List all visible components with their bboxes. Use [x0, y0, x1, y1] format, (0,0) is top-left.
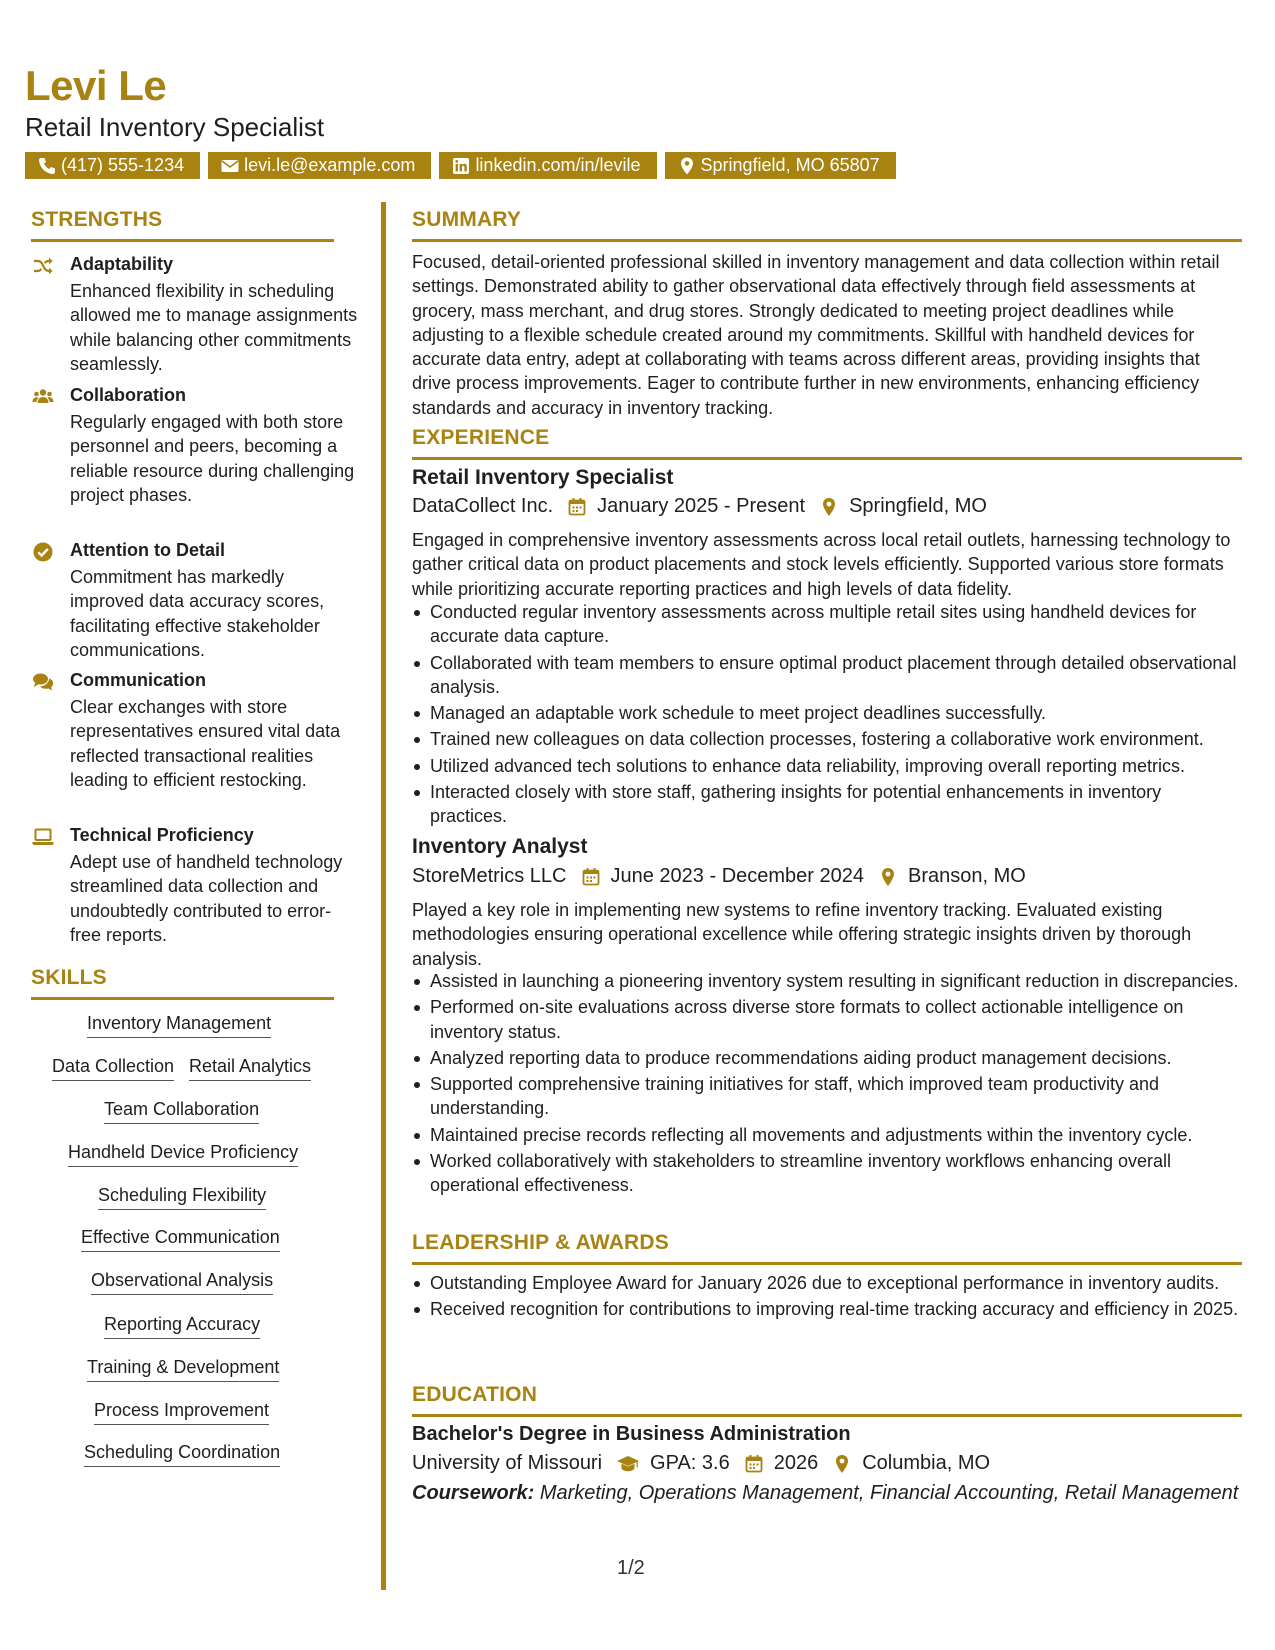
- strength-title: Adaptability: [70, 254, 174, 274]
- strength-desc: Adept use of handheld technology streamlined data collection and undoubtedly contributed to error-free reports.: [70, 852, 343, 945]
- strength-desc: Commitment has markedly improved data accuracy scores, facilitating effective stakeholder communications.: [70, 567, 325, 660]
- summary-heading: SUMMARY: [412, 208, 522, 231]
- graduation-cap-icon: [616, 1454, 640, 1474]
- strength-title: Collaboration: [70, 385, 186, 405]
- linkedin-icon: [451, 156, 471, 176]
- comments-icon: [32, 671, 54, 693]
- strength-title: Attention to Detail: [70, 540, 225, 560]
- awards-rule: [412, 1262, 1242, 1265]
- shuffle-icon: [32, 255, 54, 277]
- strength-desc: Enhanced flexibility in scheduling allowed me to manage assignments while balancing other commitments seamlessly.: [70, 281, 358, 374]
- skill-tag: Scheduling Flexibility: [98, 1185, 266, 1210]
- skill-tag: Effective Communication: [81, 1227, 280, 1252]
- bullet-item: Trained new colleagues on data collection processes, fostering a collaborative work environment.: [412, 727, 1242, 751]
- contact-bar: [25, 152, 896, 179]
- coursework-list: Marketing, Operations Management, Financial Accounting, Retail Management: [539, 1482, 1239, 1504]
- contact-phone[interactable]: [25, 152, 200, 179]
- bullet-item: Interacted closely with store staff, gathering insights for potential enhancements in inventory practices.: [412, 780, 1242, 829]
- skill-tag: Training & Development: [87, 1357, 279, 1382]
- skill-tag: Inventory Management: [87, 1013, 271, 1038]
- check-circle-icon: [32, 541, 54, 563]
- school-name: University of Missouri: [412, 1452, 603, 1474]
- job-description: Engaged in comprehensive inventory assessments across local retail outlets, harnessing technology to gather critical data on product placements and stock levels efficiently. Supported various store formats while prioritizing accurate reporting practices and high levels of data fidelity.: [412, 530, 1231, 599]
- skill-tag: Reporting Accuracy: [104, 1314, 260, 1339]
- map-pin-icon: [878, 867, 898, 887]
- job-location: Branson, MO: [908, 865, 1026, 887]
- skills-heading: SKILLS: [31, 966, 107, 989]
- job-meta: [412, 495, 987, 518]
- calendar-icon: [581, 867, 601, 887]
- coursework-label: Coursework:: [412, 1482, 535, 1504]
- strengths-rule: [31, 239, 334, 242]
- skill-tag: Handheld Device Proficiency: [68, 1142, 298, 1167]
- email-text: levi.le@example.com: [244, 155, 416, 175]
- skill-tag: Scheduling Coordination: [84, 1442, 280, 1467]
- contact-location[interactable]: [665, 152, 896, 179]
- bullet-item: Performed on-site evaluations across diverse store formats to collect actionable intelligence on inventory status.: [412, 995, 1242, 1044]
- bullet-item: Received recognition for contributions to improving real-time tracking accuracy and efficiency in 2025.: [412, 1297, 1242, 1321]
- job-dates: January 2025 - Present: [597, 495, 806, 517]
- strength-desc: Clear exchanges with store representatives ensured vital data reflected transactional realities leading to efficient restocking.: [70, 697, 341, 790]
- school-location: Columbia, MO: [862, 1452, 991, 1474]
- awards-bullets: [412, 1271, 1242, 1324]
- envelope-icon: [220, 156, 240, 176]
- bullet-item: Outstanding Employee Award for January 2026 due to exceptional performance in inventory audits.: [412, 1271, 1242, 1295]
- job-dates: June 2023 - December 2024: [610, 865, 864, 887]
- awards-heading: LEADERSHIP & AWARDS: [412, 1231, 669, 1254]
- bullet-item: Utilized advanced tech solutions to enhance data reliability, improving overall reporting metrics.: [412, 754, 1242, 778]
- summary-rule: [412, 239, 1242, 242]
- skill-tag: Team Collaboration: [104, 1099, 259, 1124]
- calendar-icon: [567, 497, 587, 517]
- bullet-item: Conducted regular inventory assessments across multiple retail sites using handheld devices for accurate data capture.: [412, 600, 1242, 649]
- graduation-year: 2026: [773, 1452, 819, 1474]
- education-heading: EDUCATION: [412, 1383, 538, 1406]
- candidate-title: Retail Inventory Specialist: [25, 112, 325, 142]
- skill-tag: Observational Analysis: [91, 1270, 273, 1295]
- bullet-item: Supported comprehensive training initiatives for staff, which improved team productivity and understanding.: [412, 1072, 1242, 1121]
- bullet-item: Managed an adaptable work schedule to meet project deadlines successfully.: [412, 701, 1242, 725]
- job-description: Played a key role in implementing new systems to refine inventory tracking. Evaluated existing methodologies ensuring operational excellence while offering strategic insights driven by thorough analysis.: [412, 900, 1192, 969]
- experience-heading: EXPERIENCE: [412, 426, 550, 449]
- job-bullets: [412, 969, 1242, 1200]
- contact-linkedin[interactable]: [439, 152, 656, 179]
- location-text: Springfield, MO 65807: [700, 155, 880, 175]
- linkedin-text: linkedin.com/in/levile: [475, 155, 641, 175]
- bullet-item: Analyzed reporting data to produce recommendations aiding product management decisions.: [412, 1046, 1242, 1070]
- candidate-name: Levi Le: [25, 62, 167, 109]
- summary-text: Focused, detail-oriented professional skilled in inventory management and data collection within retail settings. Demonstrated ability to gather observational data effectively through field assessments at grocery, mass merchant, and drug stores. Strongly dedicated to meeting project deadlines while adjusting to a flexible schedule created around my commitments. Skillful with handheld devices for accurate data entry, adept at collaborating with teams across different areas, providing insights that drive process improvements. Eager to contribute further in new environments, enhancing efficiency standards and accuracy in inventory tracking.: [412, 252, 1220, 418]
- education-meta: [412, 1452, 990, 1475]
- contact-email[interactable]: [208, 152, 431, 179]
- degree-title: Bachelor's Degree in Business Administration: [412, 1423, 851, 1445]
- map-pin-icon: [677, 156, 697, 176]
- phone-icon: [37, 156, 57, 176]
- bullet-item: Worked collaboratively with stakeholders to streamline inventory workflows enhancing overall operational effectiveness.: [412, 1149, 1242, 1198]
- bullet-item: Assisted in launching a pioneering inventory system resulting in significant reduction in discrepancies.: [412, 969, 1242, 993]
- job-title: Retail Inventory Specialist: [412, 466, 674, 489]
- bullet-item: Maintained precise records reflecting all movements and adjustments within the inventory cycle.: [412, 1123, 1242, 1147]
- job-location: Springfield, MO: [849, 495, 987, 517]
- job-company: StoreMetrics LLC: [412, 865, 567, 887]
- job-bullets: [412, 600, 1242, 831]
- strength-title: Communication: [70, 670, 207, 690]
- bullet-item: Collaborated with team members to ensure optimal product placement through detailed observational analysis.: [412, 651, 1242, 700]
- calendar-icon: [744, 1454, 764, 1474]
- skills-rule: [31, 997, 334, 1000]
- experience-rule: [412, 457, 1242, 460]
- page-number: 1/2: [617, 1557, 645, 1579]
- strengths-heading: STRENGTHS: [31, 208, 163, 231]
- coursework: [412, 1482, 1238, 1505]
- column-divider: [381, 202, 386, 1590]
- skill-tag: Data Collection: [52, 1056, 174, 1081]
- laptop-icon: [32, 826, 54, 848]
- strength-desc: Regularly engaged with both store personnel and peers, becoming a reliable resource during challenging project phases.: [70, 412, 355, 505]
- skill-tag: Retail Analytics: [189, 1056, 311, 1081]
- gpa: GPA: 3.6: [650, 1452, 730, 1474]
- phone-text: (417) 555-1234: [61, 155, 185, 175]
- skill-tag: Process Improvement: [94, 1400, 269, 1425]
- map-pin-icon: [819, 497, 839, 517]
- job-meta: [412, 865, 1026, 888]
- job-company: DataCollect Inc.: [412, 495, 554, 517]
- job-title: Inventory Analyst: [412, 835, 588, 858]
- map-pin-icon: [832, 1454, 852, 1474]
- education-rule: [412, 1414, 1242, 1417]
- strength-title: Technical Proficiency: [70, 825, 254, 845]
- users-icon: [32, 386, 54, 408]
